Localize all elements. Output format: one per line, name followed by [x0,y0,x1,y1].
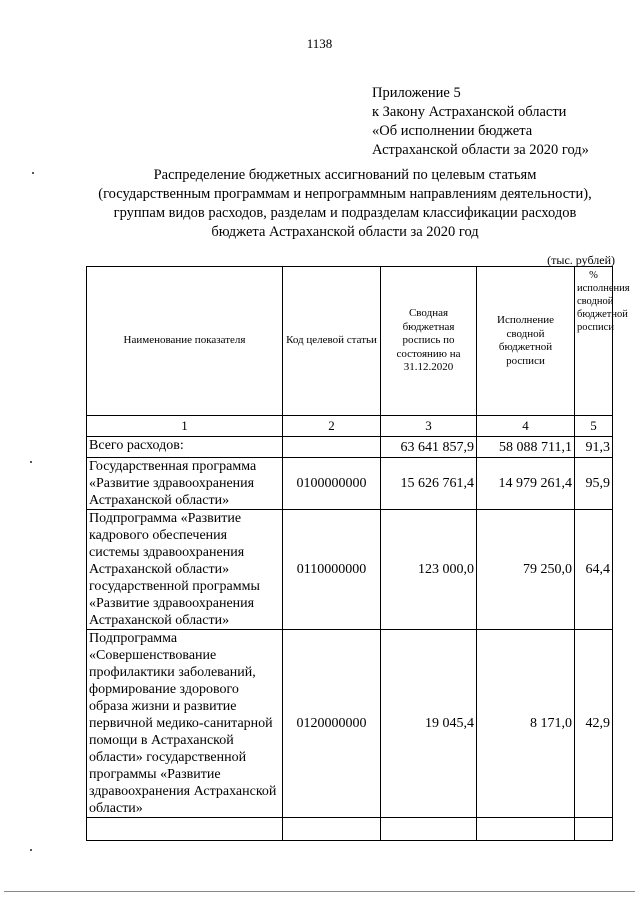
header-planned: Сводная бюджетная роспись по состоянию на 31.12.2020 [381,267,477,416]
row-percent: 95,9 [575,458,613,510]
row-name: Подпрограмма «Развитие кадрового обеспечения системы здравоохранения Астраханской области» государственной программы «Развитие здравоохранения Астраханской области» [87,510,283,630]
row-percent: 64,4 [575,510,613,630]
row-name: Подпрограмма «Совершенствование профилактики заболеваний, формирование здорового образа жизни и развитие первичной медико-санитарной помощи в Астраханской области» государственной программы «Развитие здравоохранения Астраханской области» [87,630,283,818]
row-executed: 8 171,0 [477,630,575,818]
title-line: Распределение бюджетных ассигнований по целевым статьям [153,167,537,183]
row-code [283,437,381,458]
header-code: Код целевой статьи [283,267,381,416]
column-number: 2 [283,416,381,437]
column-number: 3 [381,416,477,437]
row-code: 0100000000 [283,458,381,510]
row-name: Всего расходов: [87,437,283,458]
empty-cell [87,818,283,841]
column-number-row [87,416,613,437]
empty-cell [283,818,381,841]
empty-cell [575,818,613,841]
column-number: 4 [477,416,575,437]
row-planned: 15 626 761,4 [381,458,477,510]
bottom-rule [4,891,635,892]
title-line: (государственным программам и непрограммным направлениям деятельности), [98,186,592,202]
header-name: Наименование показателя [87,267,283,416]
row-planned: 19 045,4 [381,630,477,818]
row-percent: 91,3 [575,437,613,458]
table-row-total [87,437,613,458]
document-title [70,166,620,242]
header-percent: % исполнения сводной бюджетной росписи [575,267,613,416]
header-executed: Исполнение сводной бюджетной росписи [477,267,575,416]
table-row [87,510,613,630]
table-header-row [87,267,613,416]
scan-speck [32,172,34,174]
appendix-line: «Об исполнении бюджета [372,123,533,139]
row-planned: 123 000,0 [381,510,477,630]
row-executed: 58 088 711,1 [477,437,575,458]
budget-table [86,266,630,841]
row-code: 0110000000 [283,510,381,630]
appendix-block [372,84,589,160]
empty-cell [381,818,477,841]
row-executed: 14 979 261,4 [477,458,575,510]
title-line: группам видов расходов, разделам и подразделам классификации расходов [113,205,577,221]
row-code: 0120000000 [283,630,381,818]
table-row-empty [87,818,613,841]
row-planned: 63 641 857,9 [381,437,477,458]
table-row [87,458,613,510]
empty-cell [477,818,575,841]
row-name: Государственная программа «Развитие здравоохранения Астраханской области» [87,458,283,510]
scan-speck [30,461,32,463]
scan-speck [30,849,32,851]
appendix-line: Астраханской области за 2020 год» [372,142,589,158]
units-label: (тыс. рублей) [547,253,615,267]
row-executed: 79 250,0 [477,510,575,630]
table-row [87,630,613,818]
column-number: 1 [87,416,283,437]
column-number: 5 [575,416,613,437]
title-line: бюджета Астраханской области за 2020 год [211,224,479,240]
appendix-line: к Закону Астраханской области [372,104,567,120]
appendix-line: Приложение 5 [372,85,461,101]
row-percent: 42,9 [575,630,613,818]
page-number: 1138 [306,36,333,51]
